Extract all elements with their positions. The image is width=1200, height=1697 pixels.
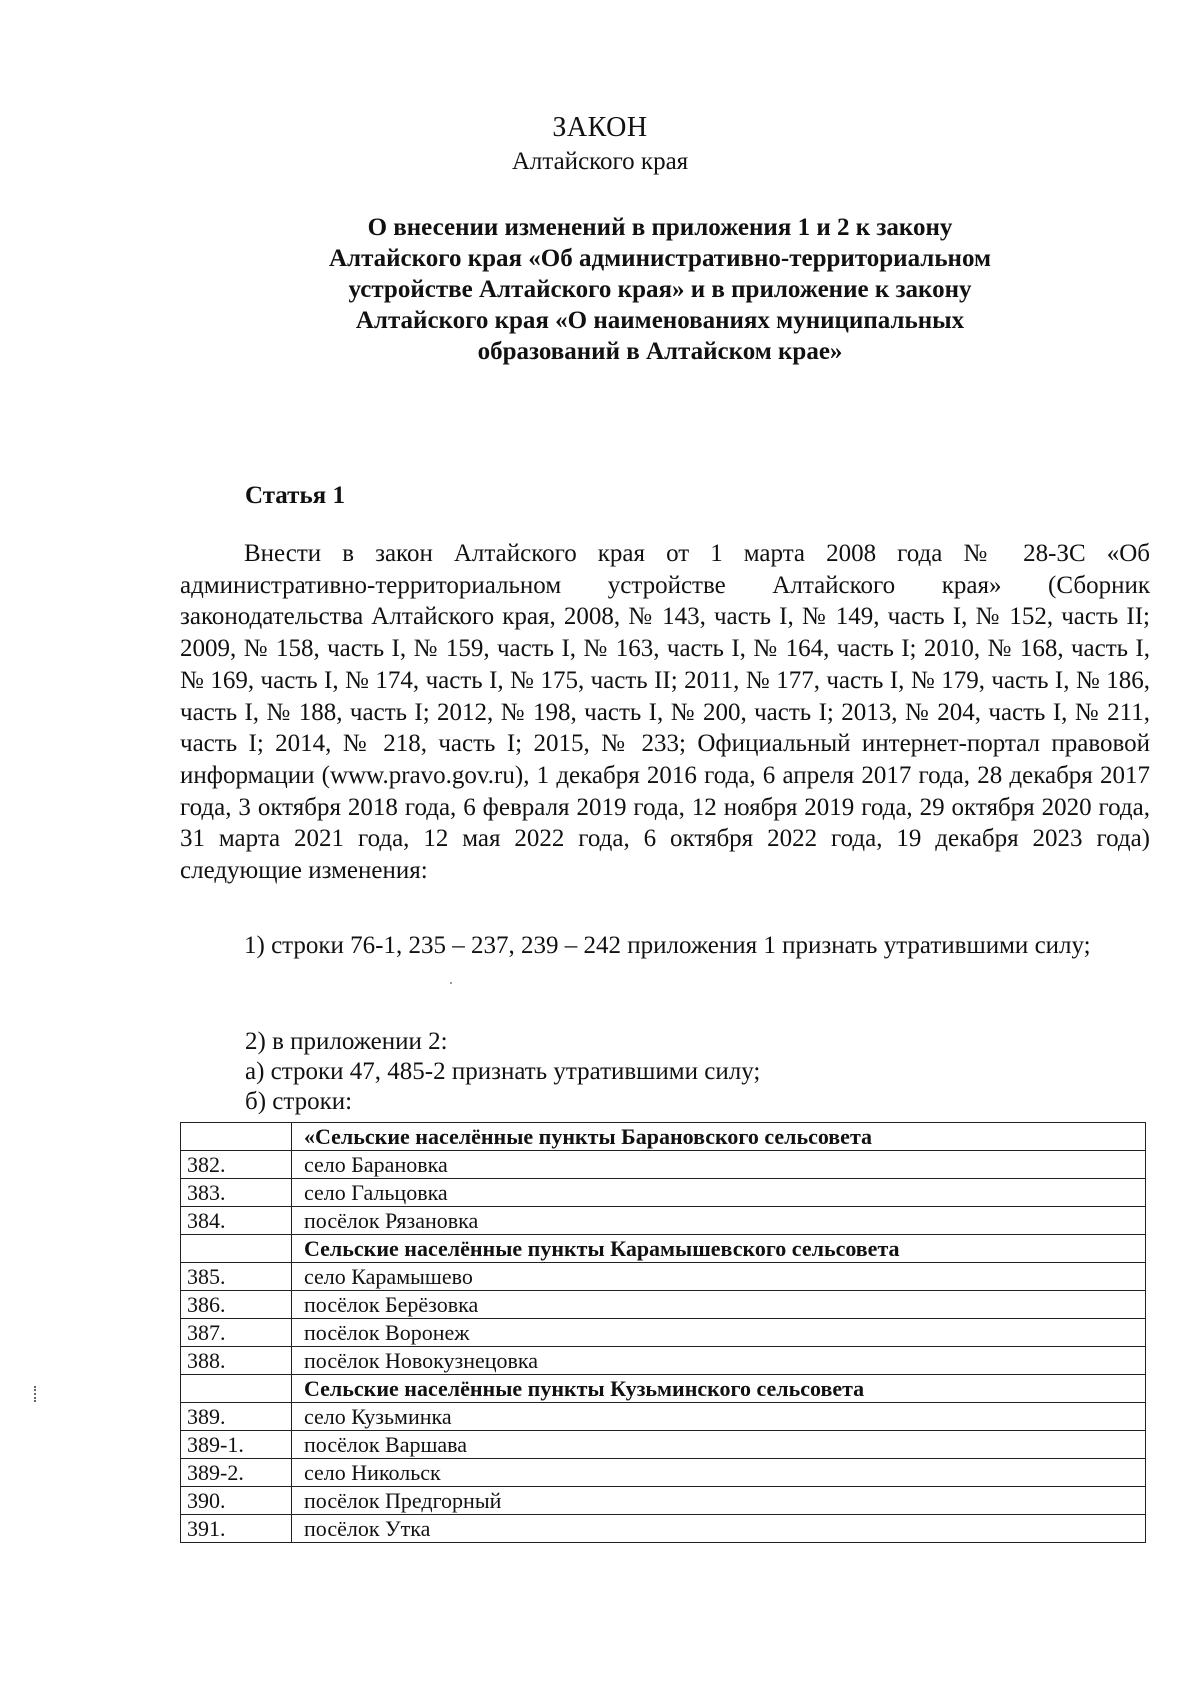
settlement-name: посёлок Берёзовка [292, 1291, 1146, 1319]
point-2b-text: б) строки: [245, 1088, 353, 1115]
table-row [181, 1291, 1146, 1319]
point-1-paragraph: 1) строки 76-1, 235 – 237, 239 – 242 приложения 1 признать утратившими силу; [244, 932, 1091, 959]
table-section-row [181, 1235, 1146, 1263]
table-row [181, 1179, 1146, 1207]
settlement-name: посёлок Предгорный [292, 1487, 1146, 1515]
row-number: 390. [181, 1487, 292, 1515]
heading-line: образований в Алтайском крае» [477, 338, 843, 365]
table-row [181, 1319, 1146, 1347]
article-title: Статья 1 [245, 482, 345, 509]
row-number: 391. [181, 1515, 292, 1543]
settlements-table [180, 1122, 1146, 1543]
settlement-name: село Гальцовка [292, 1179, 1146, 1207]
section-title: «Сельские населённые пункты Барановского сельсовета [292, 1123, 1146, 1151]
settlement-name: село Карамышево [292, 1263, 1146, 1291]
settlement-name: село Никольск [292, 1459, 1146, 1487]
table-row [181, 1347, 1146, 1375]
table-row [181, 1515, 1146, 1543]
row-number: 385. [181, 1263, 292, 1291]
table-row [181, 1487, 1146, 1515]
settlement-name: посёлок Утка [292, 1515, 1146, 1543]
row-number [181, 1235, 292, 1263]
row-number: 389-1. [181, 1431, 292, 1459]
row-number: 389-2. [181, 1459, 292, 1487]
settlement-name: посёлок Воронеж [292, 1319, 1146, 1347]
settlement-name: посёлок Варшава [292, 1431, 1146, 1459]
settlement-name: посёлок Рязановка [292, 1207, 1146, 1235]
point-2-label: 2) в приложении 2: [245, 1028, 448, 1055]
law-subtitle: Алтайского края [511, 148, 689, 175]
article-intro-paragraph: Внести в закон Алтайского края от 1 марта 2008 года № 28-ЗС «Об административно-территориальном устройстве Алтайского края» (Сборник законодательства Алтайского края, 2008, № 143, часть I, № 149, часть I, № 152, часть II; 2009, № 158, часть I, № 159, часть I, № 163, часть I, № 164, часть I; 2010, № 168, часть I, № 169, часть I, № 174, часть I, № 175, часть II; 2011, № 177, часть I, № 179, часть I, № 186, часть I, № 188, часть I; 2012, № 198, часть I, № 200, часть I; 2013, № 204, часть I, № 211, часть I; 2014, № 218, часть I; 2015, № 233; Официальный интернет-портал правовой информации (www.pravo.gov.ru), 1 декабря 2016 года, 6 апреля 2017 года, 28 декабря 2017 года, 3 октября 2018 года, 6 февраля 2019 года, 12 ноября 2019 года, 29 октября 2020 года, 31 марта 2021 года, 12 мая 2022 года, 6 октября 2022 года, 19 декабря 2023 года) следующие изменения: [180, 540, 1150, 885]
heading-line: устройстве Алтайского края» и в приложение к закону [348, 276, 972, 303]
scan-speck [34, 1386, 39, 1402]
settlement-name: село Барановка [292, 1151, 1146, 1179]
table-section-row [181, 1123, 1146, 1151]
row-number: 384. [181, 1207, 292, 1235]
table-section-row [181, 1375, 1146, 1403]
heading-line: Алтайского края «О наименованиях муниципальных [355, 307, 965, 334]
section-title: Сельские населённые пункты Карамышевского сельсовета [292, 1235, 1146, 1263]
table-row [181, 1207, 1146, 1235]
settlement-name: посёлок Новокузнецовка [292, 1347, 1146, 1375]
row-number: 383. [181, 1179, 292, 1207]
table-row [181, 1459, 1146, 1487]
section-title: Сельские населённые пункты Кузьминского сельсовета [292, 1375, 1146, 1403]
row-number: 387. [181, 1319, 292, 1347]
law-title: ЗАКОН [552, 112, 648, 143]
law-heading [270, 212, 1050, 367]
row-number [181, 1375, 292, 1403]
row-number: 386. [181, 1291, 292, 1319]
row-number: 389. [181, 1403, 292, 1431]
heading-line: О внесении изменений в приложения 1 и 2 к закону [367, 214, 953, 241]
scan-dot [450, 982, 452, 984]
table-row [181, 1403, 1146, 1431]
table-row [181, 1431, 1146, 1459]
row-number [181, 1123, 292, 1151]
row-number: 382. [181, 1151, 292, 1179]
heading-line: Алтайского края «Об административно-территориальном [328, 245, 991, 272]
row-number: 388. [181, 1347, 292, 1375]
settlement-name: село Кузьминка [292, 1403, 1146, 1431]
point-2a-text: а) строки 47, 485-2 признать утратившими силу; [245, 1058, 761, 1085]
table-row [181, 1263, 1146, 1291]
table-row [181, 1151, 1146, 1179]
